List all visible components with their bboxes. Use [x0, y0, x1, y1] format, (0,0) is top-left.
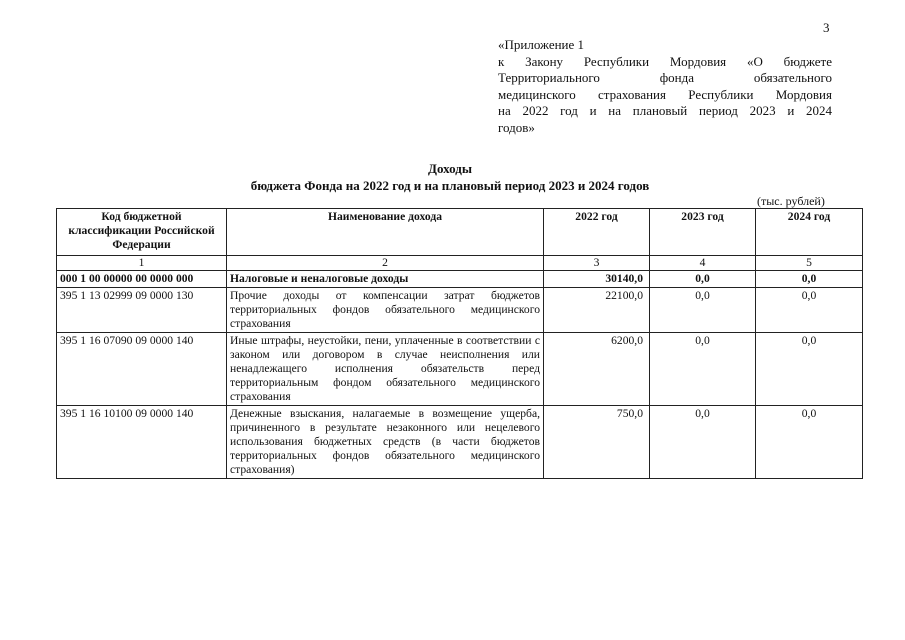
table-header-row	[57, 209, 863, 256]
appendix-line: «Приложение 1	[498, 37, 585, 52]
cell-2023: 0,0	[650, 333, 756, 406]
cell-code: 395 1 16 10100 09 0000 140	[57, 406, 227, 479]
cell-2024: 0,0	[756, 406, 863, 479]
cell-name: Прочие доходы от компенсации затрат бюджетов территориальных фондов обязательного медицинского страхования	[227, 288, 544, 333]
appendix-line: к Закону Республики Мордовия «О бюджете	[498, 53, 832, 69]
cell-code: 395 1 16 07090 09 0000 140	[57, 333, 227, 406]
col-number: 3	[544, 256, 650, 271]
appendix-line: на 2022 год и на плановый период 2023 и 2024	[498, 103, 832, 119]
header-code: Код бюджетной классификации Российской Федерации	[57, 209, 227, 256]
column-number-row	[57, 256, 863, 271]
appendix-line: годов»	[498, 119, 535, 135]
col-number: 5	[756, 256, 863, 271]
cell-2022: 30140,0	[544, 271, 650, 288]
table-row	[57, 271, 863, 288]
cell-2023: 0,0	[650, 271, 756, 288]
cell-2022: 6200,0	[544, 333, 650, 406]
header-2022: 2022 год	[544, 209, 650, 256]
cell-name: Иные штрафы, неустойки, пени, уплаченные в соответствии с законом или договором в случае неисполнения или ненадлежащего исполнения обязательств перед территориальным фондом обязательного медицинского страхования	[227, 333, 544, 406]
cell-2022: 750,0	[544, 406, 650, 479]
cell-name: Налоговые и неналоговые доходы	[227, 271, 544, 288]
col-number: 1	[57, 256, 227, 271]
page-number: 3	[823, 20, 830, 35]
cell-2022: 22100,0	[544, 288, 650, 333]
header-name: Наименование дохода	[227, 209, 544, 256]
header-2024: 2024 год	[756, 209, 863, 256]
cell-code: 395 1 13 02999 09 0000 130	[57, 288, 227, 333]
doc-title: Доходы	[428, 161, 472, 176]
appendix-line: Территориального фонда обязательного	[498, 70, 832, 86]
col-number: 4	[650, 256, 756, 271]
cell-2024: 0,0	[756, 288, 863, 333]
col-number: 2	[227, 256, 544, 271]
appendix-line: медицинского страхования Республики Мордовия	[498, 86, 832, 102]
revenue-table	[56, 208, 863, 479]
table-row	[57, 288, 863, 333]
cell-2024: 0,0	[756, 271, 863, 288]
header-2023: 2023 год	[650, 209, 756, 256]
doc-subtitle: бюджета Фонда на 2022 год и на плановый период 2023 и 2024 годов	[250, 178, 650, 193]
table-row	[57, 333, 863, 406]
cell-2023: 0,0	[650, 406, 756, 479]
cell-2024: 0,0	[756, 333, 863, 406]
units-label: (тыс. рублей)	[757, 194, 825, 208]
appendix-header	[498, 37, 832, 137]
cell-code: 000 1 00 00000 00 0000 000	[57, 271, 227, 288]
cell-name: Денежные взыскания, налагаемые в возмещение ущерба, причиненного в результате незаконного или нецелевого использования бюджетных средств (в части бюджетов территориальных фондов обязательного медицинского страхования)	[227, 406, 544, 479]
cell-2023: 0,0	[650, 288, 756, 333]
table-row	[57, 406, 863, 479]
